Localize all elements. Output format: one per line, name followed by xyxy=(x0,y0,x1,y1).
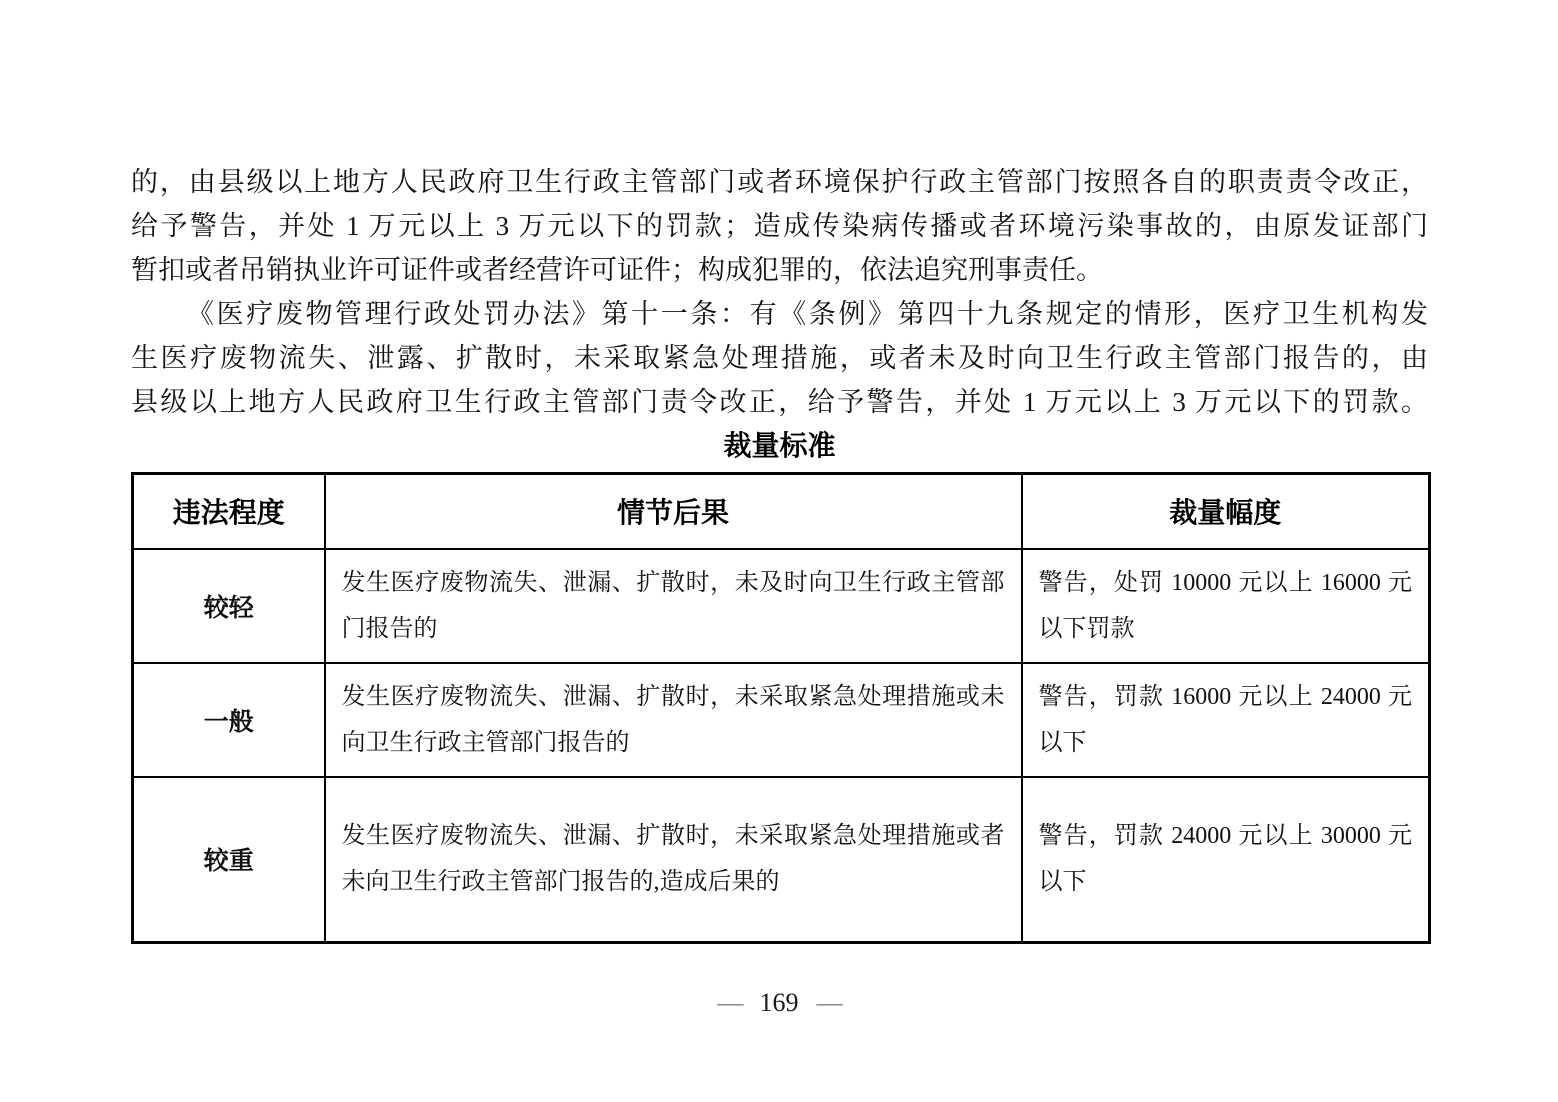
circumstances-cell: 发生医疗废物流失、泄漏、扩散时，未采取紧急处理措施或者未向卫生行政主管部门报告的,造成后果的 xyxy=(325,777,1022,943)
table-header-row xyxy=(133,474,1430,549)
page-number xyxy=(0,988,1558,1018)
table-row-light xyxy=(133,549,1430,663)
table-title: 裁量标准 xyxy=(723,430,836,461)
table-row-heavy xyxy=(133,777,1430,943)
paragraph-line: 的，由县级以上地方人民政府卫生行政主管部门或者环境保护行政主管部门按照各自的职责责令改正， xyxy=(131,167,1428,197)
paragraph-line: 生医疗废物流失、泄露、扩散时，未采取紧急处理措施，或者未及时向卫生行政主管部门报告的，由 xyxy=(131,343,1428,373)
column-header-circumstances: 情节后果 xyxy=(325,474,1022,549)
page-number-dash-right: — xyxy=(816,988,841,1017)
page-number-dash-left: — xyxy=(717,988,742,1017)
degree-cell: 一般 xyxy=(133,663,325,777)
penalty-cell: 警告，罚款 24000 元以上 30000 元以下 xyxy=(1022,777,1430,943)
penalty-cell: 警告，罚款 16000 元以上 24000 元以下 xyxy=(1022,663,1430,777)
paragraph-line: 暂扣或者吊销执业许可证件或者经营许可证件；构成犯罪的，依法追究刑事责任。 xyxy=(131,255,1103,285)
column-header-violation-degree: 违法程度 xyxy=(133,474,325,549)
paragraph-continuation xyxy=(131,160,1428,292)
penalty-cell: 警告，处罚 10000 元以上 16000 元以下罚款 xyxy=(1022,549,1430,663)
paragraph-line: 县级以上地方人民政府卫生行政主管部门责令改正，给予警告，并处 1 万元以上 3 万元以下的罚款。 xyxy=(131,387,1428,417)
degree-cell: 较轻 xyxy=(133,549,325,663)
document-content xyxy=(131,160,1428,944)
paragraph-line: 《医疗废物管理行政处罚办法》第十一条：有《条例》第四十九条规定的情形，医疗卫生机构发 xyxy=(187,299,1428,329)
paragraph-line: 给予警告，并处 1 万元以上 3 万元以下的罚款；造成传染病传播或者环境污染事故的，由原发证部门 xyxy=(131,211,1428,241)
column-header-discretion-range: 裁量幅度 xyxy=(1022,474,1430,549)
circumstances-cell: 发生医疗废物流失、泄漏、扩散时，未采取紧急处理措施或未向卫生行政主管部门报告的 xyxy=(325,663,1022,777)
discretion-standards-table xyxy=(131,472,1431,944)
page-number-value: 169 xyxy=(759,988,799,1017)
table-row-normal xyxy=(133,663,1430,777)
degree-cell: 较重 xyxy=(133,777,325,943)
circumstances-cell: 发生医疗废物流失、泄漏、扩散时，未及时向卫生行政主管部门报告的 xyxy=(325,549,1022,663)
paragraph-regulation-article xyxy=(131,292,1428,424)
